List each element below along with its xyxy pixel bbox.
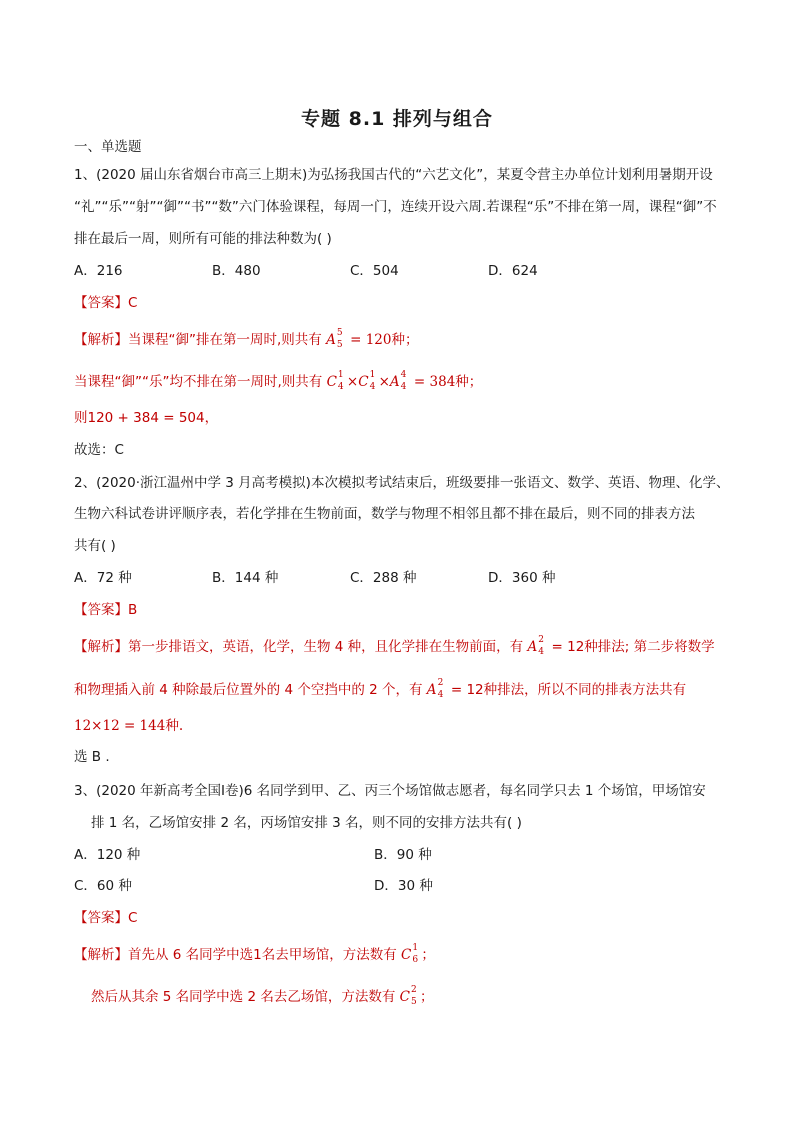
- q1-explanation-line2: [74, 370, 483, 392]
- q3-exp1-formula: C 1 6: [396, 943, 419, 965]
- q3-option-a: A．120 种: [74, 847, 141, 863]
- q1-explanation-line1: [74, 328, 419, 350]
- q1-exp1-text: 【解析】当课程“御”排在第一周时,则共有: [74, 332, 322, 348]
- section-heading: 一、单选题: [74, 139, 142, 155]
- q3-option-d: D．30 种: [374, 878, 433, 894]
- q1-option-c: C．504: [350, 263, 399, 279]
- q3-exp1-text: 【解析】首先从 6 名同学中选1名去甲场馆，方法数有: [74, 947, 397, 963]
- q1-conclusion: 故选：C: [74, 442, 124, 458]
- q2-exp1-text: 【解析】第一步排语文，英语，化学，生物 4 种，且化学排在生物前面，有: [74, 639, 524, 655]
- q1-stem-line2: “礼”“乐”“射”“御”“书”“数”六门体验课程，每周一门，连续开设六周.若课程“乐”不排在第一周，课程“御”不: [74, 199, 717, 215]
- q1-stem-line3: 排在最后一周，则所有可能的排法种数为( ): [74, 231, 332, 247]
- q1-exp2-text: 当课程“御”“乐”均不排在第一周时,则共有: [74, 374, 323, 390]
- q3-answer: 【答案】C: [74, 910, 138, 926]
- q1-answer: 【答案】C: [74, 295, 138, 311]
- q1-exp2-tail: = 384种；: [409, 374, 483, 390]
- q3-option-c: C．60 种: [74, 878, 132, 894]
- q3-exp2-text: 然后从其余 5 名同学中选 2 名去乙场馆，方法数有: [91, 989, 396, 1005]
- q3-option-b: B．90 种: [374, 847, 432, 863]
- q3-explanation-line1: [74, 943, 435, 965]
- q1-exp2-formula: C 1 4 ×C 1 4 ×A 4 4: [322, 370, 407, 392]
- q2-explanation-line2: [74, 678, 687, 700]
- q1-exp1-formula: A 5 5: [321, 328, 343, 350]
- q1-option-b: B．480: [212, 263, 261, 279]
- q2-stem-line3: 共有( ): [74, 538, 116, 554]
- q3-stem-line1: 3、(2020 年新高考全国Ⅰ卷)6 名同学到甲、乙、丙三个场馆做志愿者，每名同学只去 1 个场馆，甲场馆安: [74, 783, 706, 799]
- q2-exp1-tail: = 12种排法; 第二步将数学: [547, 639, 715, 655]
- q2-answer: 【答案】B: [74, 602, 138, 618]
- q3-exp2-formula: C 2 5: [395, 985, 417, 1007]
- q1-explanation-line4: [74, 441, 124, 459]
- q2-exp2-tail: = 12种排法，所以不同的排表方法共有: [446, 682, 687, 698]
- q2-explanation-line3: 12×12 = 144种.: [74, 718, 184, 734]
- q1-option-a: A．216: [74, 263, 123, 279]
- q1-explanation-line3: 则120 + 384 = 504，: [74, 410, 219, 426]
- q1-exp1-tail: = 120种；: [345, 332, 419, 348]
- page-title: 专题 8.1 排列与组合: [301, 108, 493, 130]
- q2-stem-line2: 生物六科试卷讲评顺序表，若化学排在生物前面，数学与物理不相邻且都不排在最后，则不同的排表方法: [74, 506, 695, 522]
- q2-exp1-formula: A 2 4: [523, 635, 544, 657]
- q3-explanation-line2: [91, 985, 434, 1007]
- q2-stem-line1: 2、(2020·浙江温州中学 3 月高考模拟)本次模拟考试结束后，班级要排一张语文、数学、英语、物理、化学、: [74, 475, 730, 491]
- q3-exp2-end: ；: [419, 989, 434, 1005]
- q2-exp2-formula: A 2 4: [422, 678, 444, 700]
- q2-option-a: A．72 种: [74, 570, 132, 586]
- q2-option-b: B．144 种: [212, 570, 279, 586]
- q3-stem-line2: 排 1 名，乙场馆安排 2 名，丙场馆安排 3 名，则不同的安排方法共有( ): [91, 815, 522, 831]
- q1-stem-line1: 1、(2020 届山东省烟台市高三上期末)为弘扬我国古代的“六艺文化”，某夏令营主办单位计划利用暑期开设: [74, 167, 713, 183]
- q3-exp1-end: ；: [421, 947, 435, 963]
- q2-option-c: C．288 种: [350, 570, 417, 586]
- q2-exp2-text: 和物理插入前 4 种除最后位置外的 4 个空挡中的 2 个，有: [74, 682, 423, 698]
- q1-option-d: D．624: [488, 263, 538, 279]
- q2-option-d: D．360 种: [488, 570, 556, 586]
- q2-explanation-line1: [74, 635, 715, 657]
- q2-explanation-line4: 选 B .: [74, 749, 110, 765]
